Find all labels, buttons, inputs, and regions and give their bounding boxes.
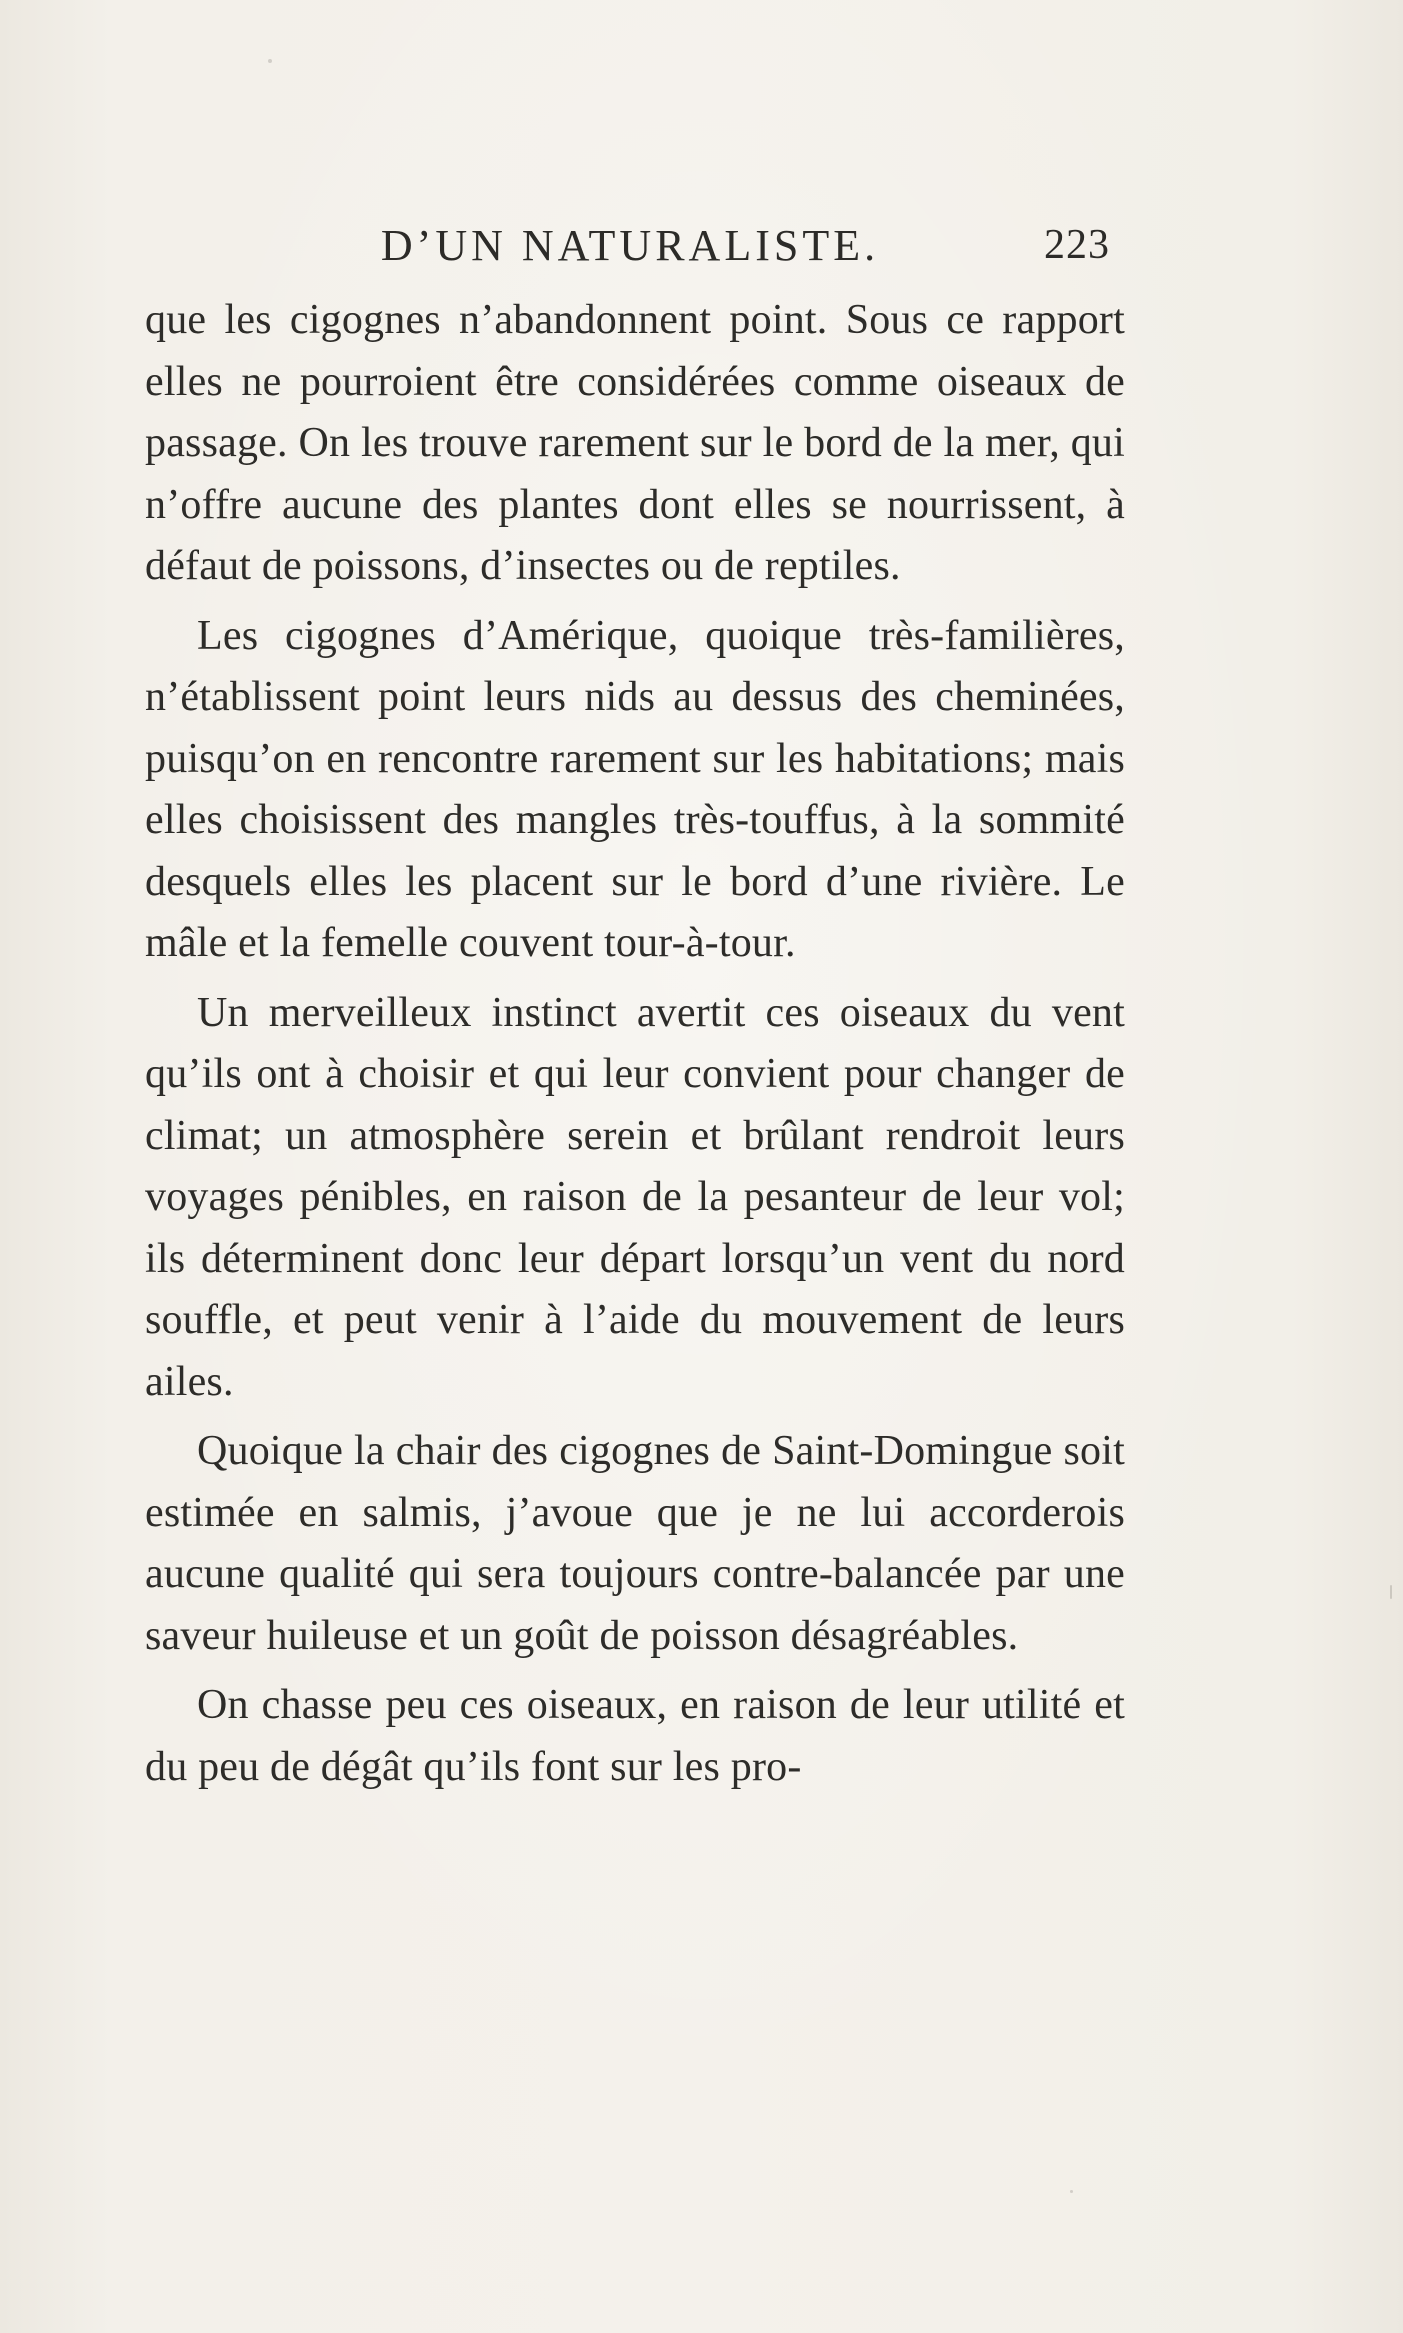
paragraph-continuation: que les cigognes n’abandonnent point. Sous ce rapport elles ne pourroient être considérées comme oiseaux de passage. On les trouve rarement sur le bord de la mer, qui n’offre aucune des plantes dont elles se nourrissent, à défaut de poissons, d’insectes ou de reptiles. — [145, 297, 1125, 589]
paper-speck — [1390, 1585, 1392, 1599]
paper-speck — [1070, 2190, 1073, 2193]
paragraph-instinct: Un merveilleux instinct avertit ces oiseaux du vent qu’ils ont à choisir et qui leur convient pour changer de climat; un atmosphère serein et brûlant rendroit leurs voyages pénibles, en raison de la pesanteur de leur vol; ils déterminent donc leur départ lorsqu’un vent du nord souffle, et peut venir à l’aide du mouvement de leurs ailes. — [145, 989, 1125, 1405]
page-number: 223 — [1044, 222, 1110, 268]
paragraph-hunting: On chasse peu ces oiseaux, en raison de leur utilité et du peu de dégât qu’ils font sur les pro- — [145, 1682, 1125, 1790]
body-text — [145, 290, 1125, 1798]
paragraph-nests: Les cigognes d’Amérique, quoique très-familières, n’établissent point leurs nids au dessus des cheminées, puisqu’on en rencontre rarement sur les habitations; mais elles choisissent des mangles très-touffus, à la sommité desquels elles les placent sur le bord d’une rivière. Le mâle et la femelle couvent tour-à-tour. — [145, 612, 1125, 966]
running-head: D’UN NATURALISTE. — [380, 220, 880, 270]
page-header — [150, 215, 1110, 275]
paragraph-flesh: Quoique la chair des cigognes de Saint-Domingue soit estimée en salmis, j’avoue que je ne lui accorderois aucune qualité qui sera toujours contre-balancée par une saveur huileuse et un goût de poisson désagréables. — [145, 1428, 1125, 1659]
paper-speck — [268, 59, 272, 63]
